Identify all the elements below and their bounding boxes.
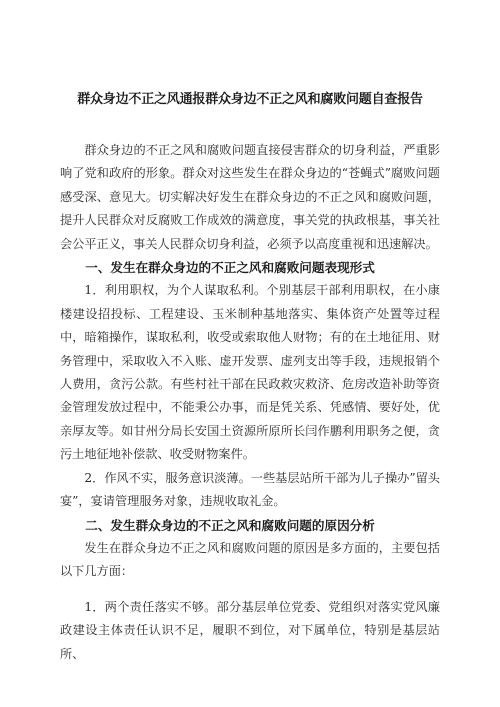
document-title: 群众身边不正之风通报群众身边不正之风和腐败问题自查报告 xyxy=(77,92,423,107)
paragraph-gap xyxy=(60,584,440,596)
section-1-heading: 一、发生在群众身边的不正之风和腐败问题表现形式 xyxy=(85,260,375,276)
section-1-item-1: 1．利用职权，为个人谋取私利。个别基层干部利用职权，在小康楼建设招投标、工程建设、玉米制种基地落实、集体资产处置等过程中，暗箱操作，谋取私利，收受或索取他人财物；有的在土地征用、财务管理中，采取收入不入账、虚开发票、虚列支出等手段，违规报销个人费用，贪污公款。有些村社干部在民政救灾救济、危房改造补助等资金管理发放过程中，不能秉公办事，而是凭关系、凭感情、要好处，优亲厚友等。如甘州分局长安国土资源所原所长闫作鹏利用职务之便，贪污土地征地补偿款、收受财物案件。 xyxy=(60,283,440,462)
section-2-intro: 发生在群众身边不正之风和腐败问题的原因是多方面的，主要包括以下几方面： xyxy=(60,540,440,579)
section-2-item-1: 1．两个责任落实不够。部分基层单位党委、党组织对落实党风廉政建设主体责任认识不足，履职不到位，对下属单位，特别是基层站所、 xyxy=(60,599,440,661)
section-2-heading: 二、发生群众身边的不正之风和腐败问题的原因分析 xyxy=(85,517,375,533)
intro-paragraph: 群众身边的不正之风和腐败问题直接侵害群众的切身利益，严重影响了党和政府的形象。群众对这些发生在群众身边的“苍蝇式”腐败问题感受深、意见大。切实解决好发生在群众身边的不正之风和腐败问题，提升人民群众对反腐败工作成效的满意度，事关党的执政根基，事关社会公平正义，事关人民群众切身利益，必须予以高度重视和迅速解决。 xyxy=(60,143,440,251)
section-1-item-2: 2．作风不实，服务意识淡薄。一些基层站所干部为儿子操办”留头宴”，宴请管理服务对象，违规收取礼金。 xyxy=(60,470,440,509)
document-body xyxy=(60,139,440,666)
